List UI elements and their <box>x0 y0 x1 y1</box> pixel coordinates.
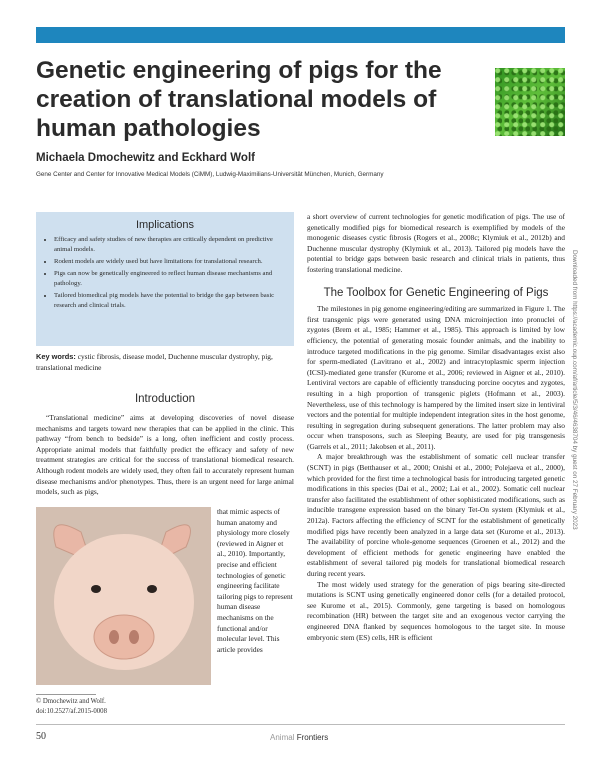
implications-list <box>44 235 286 311</box>
keywords-label: Key words: <box>36 352 76 361</box>
implications-box <box>36 212 294 346</box>
author-list: Michaela Dmochewitz and Eckhard Wolf <box>36 152 255 164</box>
introduction-heading: Introduction <box>134 393 196 405</box>
keywords-text: cystic fibrosis, disease model, Duchenne muscular dystrophy, pig, translational medicine <box>36 352 273 372</box>
download-sidebar-note: Downloaded from https://academic.oup.com/af/article/5/3/46/4638704 by guest on 27 February 2023 <box>571 250 578 530</box>
implications-heading: Implications <box>135 219 195 231</box>
page-number: 50 <box>36 731 46 742</box>
keywords <box>36 352 294 373</box>
journal-name-part1: Animal <box>270 733 295 742</box>
header-color-bar <box>36 27 565 43</box>
journal-name-part2: Frontiers <box>296 733 329 742</box>
toolbox-heading: The Toolbox for Genetic Engineering of Pigs <box>323 286 549 299</box>
copyright-holder: © Dmochewitz and Wolf. <box>36 698 106 705</box>
implication-item: • Tailored biomedical pig models have the potential to bridge the gap between basic research and clinical trials. <box>54 291 286 311</box>
copyright-block <box>36 697 107 716</box>
article-title: Genetic engineering of pigs for the creation of translational models of human pathologies <box>36 57 442 142</box>
body-paragraph: A major breakthrough was the establishment of somatic cell nuclear transfer (SCNT) in pigs (Betthauser et al., 2000; Onishi et al., 2000; Polejaeva et al., 2000), which provided for the first time a technological basis for introducing targeted genetic modifications in this species (Dai et al., 2002; Lai et al., 2002). Somatic cell nuclear transfer also facilitated the establishment of other sophisticated modifications, such as inducible transgene expression based on the binary Tet-On system (Klymiuk et al., 2012a). Factors affecting the efficiency of SCNT for the establishment of genetically modified pigs have recently been analyzed in a large data set (Kurome et al., 2013). The availability of porcine whole-genome sequences (Groenen et al., 2012) and the development of efficient methods for genetic engineering have enabled the establishment of several tailored pig models for translational biomedical research during recent years. <box>307 452 565 578</box>
introduction-wrap-text: that mimic aspects of human anatomy and physiology more closely (reviewed in Aigner et al., 2010). Importantly, precise and efficient technologies of genetic engineering facilitate tailoring pigs to represent human disease mechanisms on the functional and/or molecular level. This article provides <box>217 507 293 654</box>
piglet-illustration <box>36 507 211 685</box>
implication-item: • Efficacy and safety studies of new therapies are critically dependent on predictive animal models. <box>54 235 286 255</box>
introduction-paragraph: “Translational medicine” aims at developing discoveries of novel disease mechanisms and targets toward new therapies that can be applied in the clinic. This pathway “from bench to bedside” is a long, often inefficient and costly process. Appropriate animal models that faithfully predict the efficacy and safety of new treatment strategies are critical for the success of translational biomedical research. Although rodent models are widely used, they often fail to accurately represent human disease mechanisms and/or phenotypes. Thus, there is an urgent need for large animal models, such as pigs, <box>36 413 294 497</box>
piglet-photo <box>36 507 211 685</box>
right-column <box>307 212 565 643</box>
body-paragraph: a short overview of current technologies for genetic modification of pigs. The use of genetically modified pigs for biomedical research is exemplified by models of the monogenic diseases cystic fibrosis (Rogers et al., 2008c; Klymiuk et al., 2012b) and Duchenne muscular dystrophy (Klymiuk et al., 2013). Tailored pig models have the potential to bridge gaps between basic research and clinical trials in patients, thus fostering translational medicine. <box>307 212 565 274</box>
affiliation: Gene Center and Center for Innovative Medical Models (CiMM), Ludwig-Maximilians-Universität München, Munich, Germany <box>36 171 384 178</box>
body-paragraph: The milestones in pig genome engineering/editing are summarized in Figure 1. The first transgenic pigs were generated using DNA microinjection into pronuclei of zygotes (Brem et al., 1985; Hammer et al., 1985). This approach is limited by low efficiency, the potential of generating mosaic founder animals, and the inability to introduce targeted modifications in the pig genome. Similar disadvantages exist also for sperm-mediated (Lavitrano et al., 2002) and intracytoplasmic sperm injection (ICSI)-mediated gene transfer (Kurome et al., 2006; reviewed in Aigner et al., 2010). Lentiviral vectors are capable of efficiently transducing porcine oocytes and zygotes, resulting in a high proportion of transgenic piglets (Hofmann et al., 2003). Nevertheless, use of this technology is hampered by the limited insert size in lentiviral vectors and the potential for multiple independent integration sites in the host genome, resulting in segregation during subsequent generations. The latter problem may also occur when transposons, such as Sleeping Beauty, are used for pig transgenesis (Garrels et al., 2011; Jakobsen et al., 2011). <box>307 304 565 451</box>
doi: doi:10.2527/af.2015-0008 <box>36 707 107 715</box>
footer-rule <box>36 724 565 725</box>
journal-name <box>270 733 328 742</box>
implication-item: • Pigs can now be genetically engineered to reflect human disease mechanisms and pathology. <box>54 269 286 289</box>
implication-item: • Rodent models are widely used but have limitations for translational research. <box>54 257 286 267</box>
body-paragraph: The most widely used strategy for the generation of pigs bearing site-directed mutations is SCNT using genetically engineered donor cells (for a detailed protocol, see Kurome et al., 2015). Commonly, gene targeting is based on homologous recombination (HR) between the target site and an exogenous vector carrying the engineered DNA flanked by sequences homologous to the target site. In mouse embryonic stem (ES) cells, HR is efficient <box>307 579 565 642</box>
cover-thumbnail-image <box>495 68 565 136</box>
copyright-rule <box>36 694 96 695</box>
